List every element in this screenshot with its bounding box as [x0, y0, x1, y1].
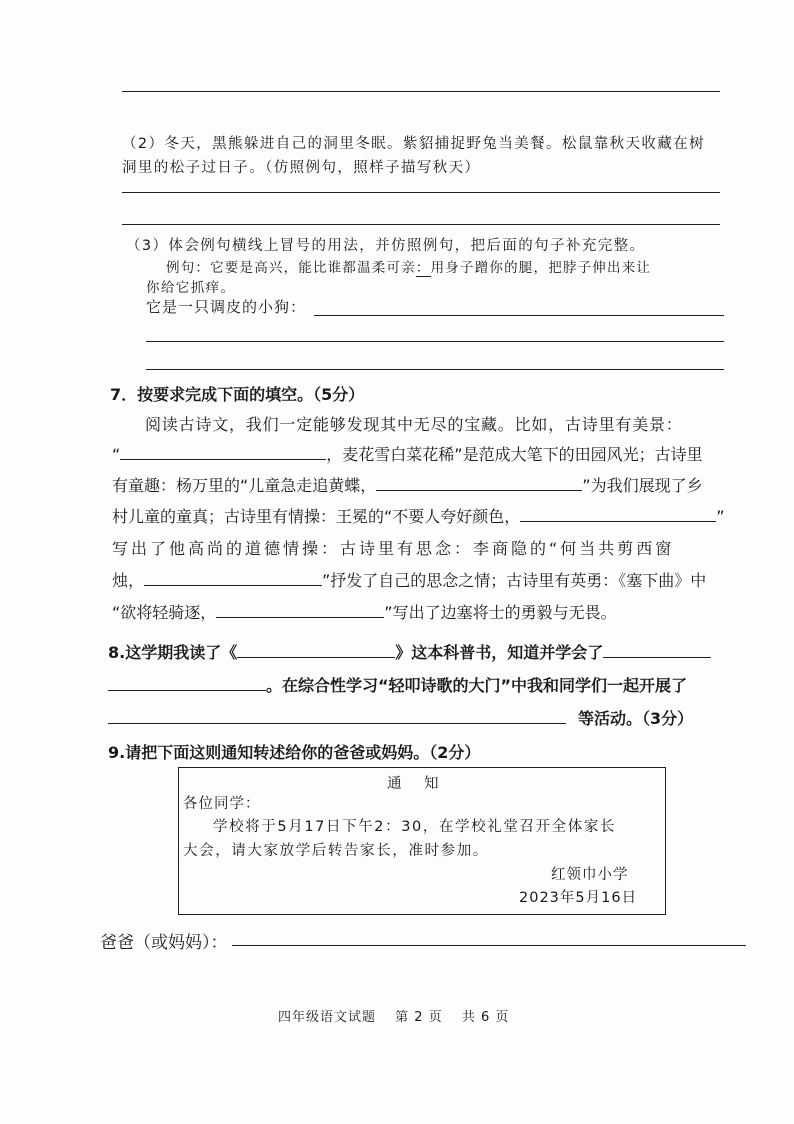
notice-salutation: 各位同学：	[183, 796, 261, 812]
answer-line[interactable]	[122, 192, 720, 193]
q8-text: 8.这学期我读了《	[108, 643, 238, 662]
q6-2-line1: （2）冬天，黑熊躲进自己的洞里冬眠。紫貂捕捉野兔当美餐。松鼠靠秋天收藏在树	[122, 136, 706, 152]
q7-paragraph-line6	[112, 568, 706, 591]
q6-3-example-line2: 你给它抓痒。	[146, 280, 236, 296]
q6-2-line2: 洞里的松子过日子。（仿照例句，照样子描写秋天）	[122, 160, 481, 176]
q7-paragraph-line1: 阅读古诗文，我们一定能够发现其中无尽的宝藏。比如，古诗里有美景：	[145, 415, 683, 434]
answer-line[interactable]	[146, 341, 724, 342]
footer-page: 第 2 页	[395, 1010, 443, 1025]
example-colon: ：	[415, 260, 431, 276]
q7-title: 7．按要求完成下面的填空。（5分）	[110, 385, 365, 404]
book-title-blank[interactable]	[237, 642, 395, 658]
notice-body-line2: 大会，请大家放学后转告家长，准时参加。	[183, 843, 489, 859]
fill-blank-5[interactable]	[216, 602, 384, 618]
fill-blank-1[interactable]	[120, 444, 326, 460]
q8-text: 》这本科普书，知道并学会了	[395, 643, 604, 662]
page-footer	[278, 1006, 509, 1025]
fill-blank-4[interactable]	[144, 570, 322, 586]
q8-line3	[108, 706, 693, 729]
answer-line[interactable]	[122, 224, 720, 225]
q7-paragraph-line5: 写出了他高尚的道德情操：古诗里有思念：李商隐的“何当共剪西窗	[112, 539, 675, 558]
learned-blank-cont[interactable]	[108, 675, 266, 691]
q7-paragraph-line4	[112, 504, 725, 527]
q8-line2	[108, 673, 687, 696]
q7-text: ”	[716, 507, 725, 526]
notice-date: 2023年5月16日	[519, 890, 638, 906]
q8-line1	[108, 640, 711, 663]
notice-box	[178, 767, 666, 915]
q7-text: 有童趣：杨万里的“儿童急走追黄蝶，	[112, 476, 377, 495]
q6-3-prompt: 它是一只调皮的小狗：	[146, 298, 307, 316]
q6-3-instruction: （3）体会例句横线上冒号的用法，并仿照例句，把后面的句子补充完整。	[126, 238, 646, 254]
example-text-b: 用身子蹭你的腿，把脖子伸出来让	[430, 260, 652, 276]
open-quote: “	[112, 445, 121, 464]
learned-blank[interactable]	[603, 642, 711, 658]
q8-text: 。在综合性学习“轻叩诗歌的大门”中我和同学们一起开展了	[266, 676, 688, 695]
q9-answer-label: 爸爸（或妈妈）：	[100, 933, 228, 953]
q7-text: ”抒发了自己的思念之情；古诗里有英勇：《塞下曲》中	[322, 571, 707, 590]
q9-title: 9.请把下面这则通知转述给你的爸爸或妈妈。（2分）	[108, 743, 481, 762]
fill-blank-3[interactable]	[520, 506, 716, 522]
q6-3-example-line1	[166, 256, 651, 276]
q7-paragraph-line7	[112, 600, 617, 623]
notice-signature: 红领巾小学	[551, 867, 629, 883]
q7-text: “欲将轻骑逐，	[112, 603, 217, 622]
answer-line[interactable]	[122, 91, 720, 92]
notice-body-line1: 学校将于5月17日下午2：30，在学校礼堂召开全体家长	[213, 819, 617, 835]
q7-paragraph-line2	[112, 442, 703, 465]
answer-line[interactable]	[314, 315, 724, 316]
q7-text: ”写出了边塞将士的勇毅与无畏。	[384, 603, 617, 622]
answer-line[interactable]	[146, 369, 724, 370]
answer-line[interactable]	[232, 945, 746, 946]
q7-text: 烛，	[112, 571, 145, 590]
footer-subject: 四年级语文试题	[278, 1010, 377, 1025]
q7-paragraph-line3	[112, 473, 703, 496]
notice-heading: 通 知	[387, 776, 443, 792]
q7-text: 村儿童的童真；古诗里有情操：王冕的“不要人夸好颜色，	[112, 507, 521, 526]
activities-blank[interactable]	[108, 708, 566, 724]
fill-blank-2[interactable]	[376, 475, 582, 491]
q8-text: 等活动。（3分）	[578, 709, 694, 728]
q7-text: ，麦花雪白菜花稀”是范成大笔下的田园风光；古诗里	[326, 445, 703, 464]
footer-total: 共 6 页	[461, 1010, 510, 1025]
example-text-a: 例句：它要是高兴，能比谁都温柔可亲	[166, 260, 416, 276]
q7-text: ”为我们展现了乡	[582, 476, 703, 495]
